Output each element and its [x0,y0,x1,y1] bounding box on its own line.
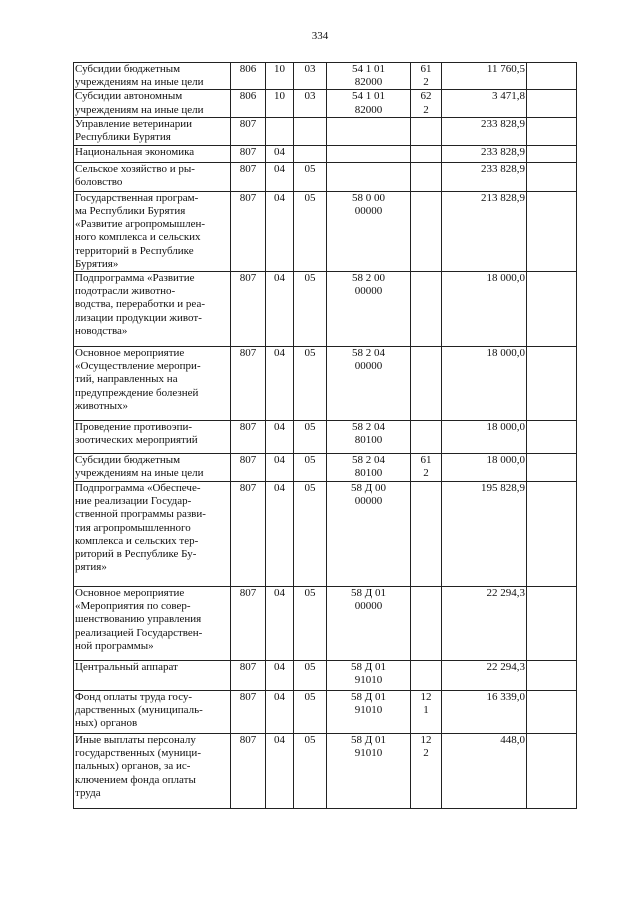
cell-csr: 58 2 00 00000 [327,272,411,347]
cell-name: Основное мероприятие «Мероприятия по совер- шенствованию управления реализацией Государствен- ной программы» [74,587,231,661]
cell-rz: 04 [266,272,294,347]
cell-csr: 58 Д 01 91010 [327,734,411,809]
cell-ved: 807 [231,661,266,691]
cell-rz: 10 [266,63,294,90]
cell-rz: 04 [266,482,294,587]
cell-ved: 806 [231,90,266,117]
cell-ved: 807 [231,191,266,271]
table-row [74,691,577,734]
cell-vr [411,347,442,421]
cell-csr: 58 0 00 00000 [327,191,411,271]
cell-ved: 807 [231,454,266,482]
table-row [74,191,577,271]
cell-empty [527,482,577,587]
table-body [74,63,577,809]
cell-pr: 05 [294,421,327,454]
budget-table [73,62,577,809]
cell-pr: 05 [294,691,327,734]
cell-sum: 18 000,0 [442,347,527,421]
cell-name: Центральный аппарат [74,661,231,691]
cell-name: Управление ветеринарии Республики Бурятия [74,117,231,145]
table-row [74,272,577,347]
cell-pr: 05 [294,191,327,271]
cell-name: Сельское хозяйство и ры- боловство [74,162,231,191]
cell-name: Подпрограмма «Обеспече- ние реализации Государ- ственной программы разви- тия агропромышленного комплекса и сельских тер- риторий в Республике Бу- рятия» [74,482,231,587]
cell-ved: 807 [231,482,266,587]
cell-pr: 05 [294,734,327,809]
cell-vr [411,191,442,271]
cell-pr: 03 [294,90,327,117]
cell-rz: 04 [266,347,294,421]
cell-sum: 213 828,9 [442,191,527,271]
cell-ved: 807 [231,272,266,347]
cell-vr [411,162,442,191]
cell-empty [527,734,577,809]
cell-csr [327,117,411,145]
cell-empty [527,191,577,271]
cell-ved: 807 [231,117,266,145]
cell-rz: 04 [266,162,294,191]
table-row [74,734,577,809]
table-row [74,90,577,117]
cell-vr: 61 2 [411,454,442,482]
cell-name: Субсидии бюджетным учреждениям на иные цели [74,63,231,90]
cell-pr: 05 [294,347,327,421]
cell-ved: 807 [231,734,266,809]
cell-vr [411,145,442,162]
cell-empty [527,162,577,191]
cell-pr: 05 [294,272,327,347]
cell-rz: 04 [266,421,294,454]
cell-sum: 22 294,3 [442,587,527,661]
cell-rz: 04 [266,587,294,661]
cell-rz: 04 [266,191,294,271]
cell-name: Государственная програм- ма Республики Бурятия «Развитие агропромышлен- ного комплекса и сельских территорий в Республике Бурятия» [74,191,231,271]
cell-name: Национальная экономика [74,145,231,162]
cell-pr: 05 [294,454,327,482]
cell-ved: 807 [231,691,266,734]
cell-empty [527,90,577,117]
cell-csr: 58 2 04 80100 [327,454,411,482]
cell-rz: 04 [266,691,294,734]
cell-ved: 807 [231,587,266,661]
cell-empty [527,347,577,421]
cell-vr [411,661,442,691]
cell-csr: 58 2 04 80100 [327,421,411,454]
cell-ved: 807 [231,145,266,162]
table-row [74,482,577,587]
cell-vr [411,421,442,454]
cell-pr [294,145,327,162]
cell-ved: 807 [231,421,266,454]
cell-empty [527,691,577,734]
cell-sum: 18 000,0 [442,272,527,347]
cell-vr [411,482,442,587]
table-row [74,421,577,454]
cell-pr: 05 [294,482,327,587]
cell-name: Субсидии бюджетным учреждениям на иные цели [74,454,231,482]
cell-sum: 11 760,5 [442,63,527,90]
table-row [74,661,577,691]
cell-rz [266,117,294,145]
cell-ved: 806 [231,63,266,90]
cell-sum: 3 471,8 [442,90,527,117]
page-number: 334 [311,30,329,42]
cell-empty [527,661,577,691]
cell-sum: 195 828,9 [442,482,527,587]
cell-csr: 58 2 04 00000 [327,347,411,421]
table-row [74,587,577,661]
cell-sum: 18 000,0 [442,454,527,482]
table-row [74,117,577,145]
table-row [74,63,577,90]
cell-pr: 03 [294,63,327,90]
cell-sum: 16 339,0 [442,691,527,734]
cell-csr: 58 Д 01 91010 [327,661,411,691]
cell-empty [527,587,577,661]
cell-empty [527,421,577,454]
cell-pr: 05 [294,162,327,191]
cell-rz: 04 [266,454,294,482]
table-row [74,454,577,482]
cell-rz: 10 [266,90,294,117]
cell-ved: 807 [231,347,266,421]
cell-empty [527,117,577,145]
cell-empty [527,63,577,90]
cell-name: Подпрограмма «Развитие подотрасли животно- водства, переработки и реа- лизации продукции живот- новодства» [74,272,231,347]
cell-name: Иные выплаты персоналу государственных (муници- пальных) органов, за ис- ключением фонда оплаты труда [74,734,231,809]
cell-name: Проведение противоэпи- зоотических мероприятий [74,421,231,454]
table-row [74,162,577,191]
cell-name: Основное мероприятие «Осуществление меропри- тий, направленных на предупреждение болезней животных» [74,347,231,421]
cell-csr [327,145,411,162]
cell-vr [411,117,442,145]
cell-ved: 807 [231,162,266,191]
cell-empty [527,454,577,482]
cell-rz: 04 [266,734,294,809]
cell-sum: 233 828,9 [442,162,527,191]
cell-csr [327,162,411,191]
cell-vr: 12 2 [411,734,442,809]
cell-vr: 62 2 [411,90,442,117]
cell-pr: 05 [294,587,327,661]
cell-sum: 22 294,3 [442,661,527,691]
cell-csr: 58 Д 01 91010 [327,691,411,734]
cell-name: Фонд оплаты труда госу- дарственных (муниципаль- ных) органов [74,691,231,734]
cell-rz: 04 [266,145,294,162]
cell-pr [294,117,327,145]
table-row [74,347,577,421]
cell-csr: 54 1 01 82000 [327,90,411,117]
cell-csr: 58 Д 01 00000 [327,587,411,661]
table-row [74,145,577,162]
cell-sum: 233 828,9 [442,145,527,162]
cell-rz: 04 [266,661,294,691]
cell-vr [411,272,442,347]
cell-empty [527,272,577,347]
cell-vr [411,587,442,661]
cell-csr: 58 Д 00 00000 [327,482,411,587]
cell-pr: 05 [294,661,327,691]
cell-sum: 18 000,0 [442,421,527,454]
cell-name: Субсидии автономным учреждениям на иные цели [74,90,231,117]
cell-vr: 12 1 [411,691,442,734]
cell-csr: 54 1 01 82000 [327,63,411,90]
cell-sum: 233 828,9 [442,117,527,145]
cell-vr: 61 2 [411,63,442,90]
cell-sum: 448,0 [442,734,527,809]
cell-empty [527,145,577,162]
